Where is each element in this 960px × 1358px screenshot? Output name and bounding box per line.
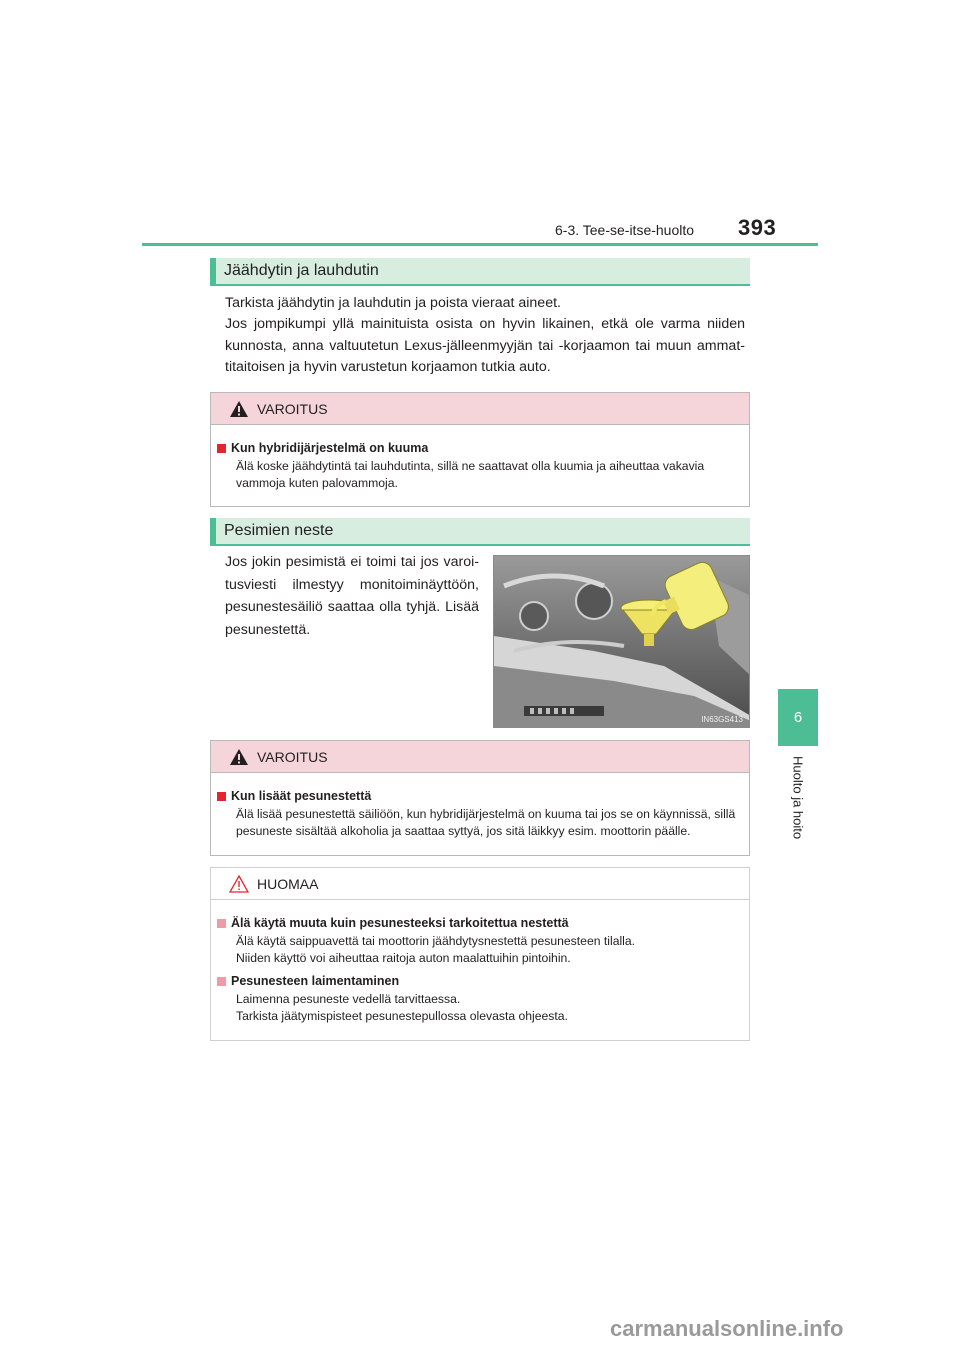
bullet-square-icon [217,444,226,453]
chapter-label: Huolto ja hoito [790,756,806,840]
engine-bay-image [494,556,750,728]
notice-box [210,867,750,1041]
notice-header [211,868,749,900]
chapter-number: 6 [793,709,803,726]
page-number: 393 [738,215,777,240]
washer-para: Jos jokin pesimistä ei toimi tai jos varoi-tusviesti ilmestyy monitoiminäyttöön, pesunestesäiliö saattaa olla tyhjä. Lisää pesunestettä. [225,554,479,638]
warning-title: VAROITUS [257,400,328,417]
warning-box-radiator [210,392,750,507]
warning-item-title: Kun lisäät pesunestettä [217,789,739,803]
illustration-code: IN63GS413 [701,715,743,724]
warning-box-washer [210,740,750,856]
section-heading-radiator [210,258,750,286]
notice-item-text: Tarkista jäätymispisteet pesunestepullossa olevasta ohjeesta. [236,1008,568,1023]
notice-item-text: Älä käytä saippuavettä tai moottorin jäähdytysnestettä pesunesteen tilalla. [236,934,636,948]
notice-item-title: Älä käytä muuta kuin pesunesteeksi tarkoitettua nestettä [217,916,739,930]
header-rule [142,243,818,246]
radiator-para-2: Jos jompikumpi yllä mainituista osista on hyvin likainen, etkä ole varma niiden kunnosta, anna valtuutetun Lexus-jälleenmyyjän tai -korjaamon tai muun ammat-titaitoisen ja hyvin varustetun korjaamon tutkia auto. [225,316,745,375]
section-heading-text: Pesimien neste [224,522,334,539]
warning-item-text: Älä koske jäähdytintä tai lauhdutinta, sillä ne saattavat olla kuumia ja aiheuttaa vakavia vammoja kuten palovammoja. [236,459,705,490]
caution-triangle-icon [229,875,249,893]
section-heading-text: Jäähdytin ja lauhdutin [224,262,379,279]
warning-item-title: Kun hybridijärjestelmä on kuuma [217,441,739,455]
warning-triangle-icon [229,748,249,766]
bullet-square-icon [217,919,226,928]
chapter-tab [778,689,818,746]
section-heading-washer [210,518,750,546]
warning-triangle-icon [229,400,249,418]
notice-item-title: Pesunesteen laimentaminen [217,974,739,988]
bullet-square-icon [217,977,226,986]
warning-item-text: Älä lisää pesunestettä säiliöön, kun hybridijärjestelmä on kuuma tai jos se on käynnissä, sillä pesuneste sisältää alkoholia ja saattaa syttyä, jos sitä läikkyy esim. moottorin päälle. [236,807,736,838]
notice-item-text: Laimenna pesuneste vedellä tarvittaessa. [236,992,461,1006]
radiator-para-1: Tarkista jäähdytin ja lauhdutin ja poista vieraat aineet. [225,295,561,311]
warning-header [211,393,749,425]
warning-title: VAROITUS [257,748,328,765]
footer-watermark: carmanualsonline.info [610,1316,844,1341]
warning-header [211,741,749,773]
washer-fluid-illustration [493,555,750,728]
section-title: 6-3. Tee-se-itse-huolto [555,222,695,238]
notice-item-text: Niiden käyttö voi aiheuttaa raitoja auton maalattuihin pintoihin. [236,950,571,965]
bullet-square-icon [217,792,226,801]
notice-title: HUOMAA [257,875,319,892]
